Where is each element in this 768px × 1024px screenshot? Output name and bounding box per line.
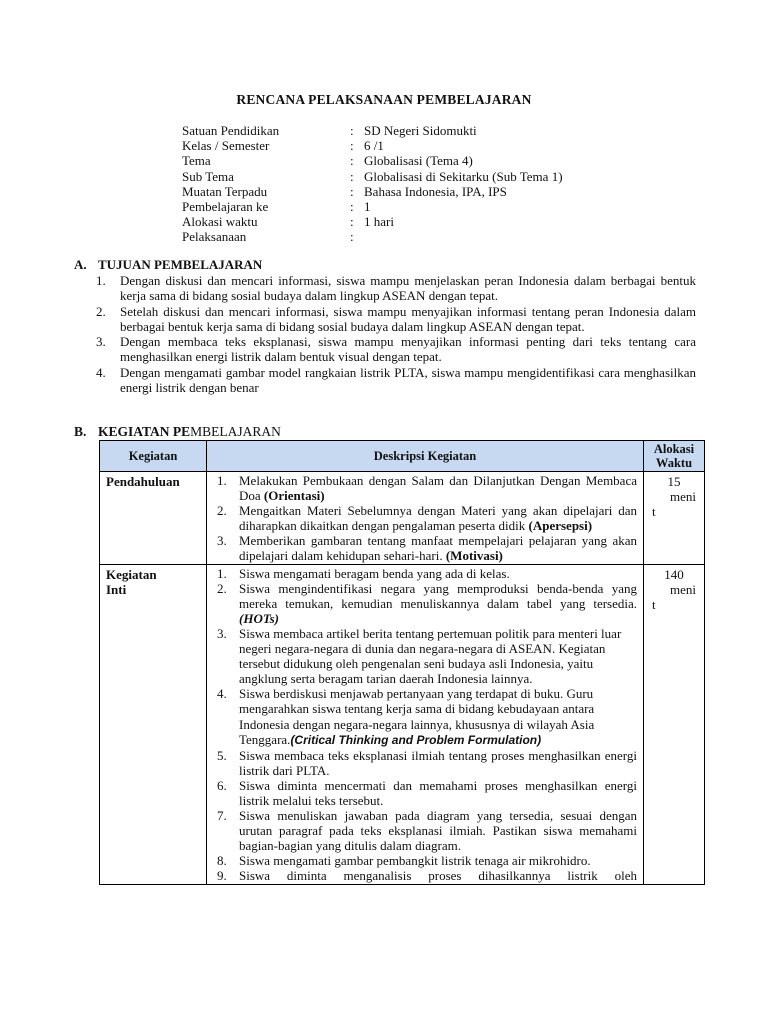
step-item (217, 580, 637, 626)
step-number: 5. (217, 747, 227, 763)
section-activities-heading (74, 424, 281, 440)
step-text: Memberikan gambaran tentang manfaat mempelajari pelajaran yang akan dipelajari dalam kehidupan sehari-hari. (239, 533, 637, 564)
step-item (217, 565, 637, 581)
step-item (217, 503, 637, 534)
identity-colon: : (350, 123, 354, 138)
step-number: 3. (217, 625, 227, 641)
step-number: 1. (217, 473, 227, 488)
identity-label: Pelaksanaan (182, 229, 247, 245)
phase-label-line: Inti (106, 581, 127, 597)
step-item (217, 686, 637, 747)
step-text: Siswa membaca artikel berita tentang pertemuan politik para menteri luar negeri negara-negara di dunia dan negara-negara di ASEAN. Kegiatan tersebut didukung oleh pengenalan seni budaya asli Indonesia, yaitu angklung serta beragam tarian daerah Indonesia lainnya. (239, 625, 622, 687)
identity-value: 1 (364, 199, 371, 215)
list-item (96, 334, 696, 365)
step-text: Siswa mengamati beragam benda yang ada di kelas. (239, 565, 510, 581)
identity-row (182, 123, 563, 138)
identity-value: 1 hari (364, 214, 394, 230)
phase-label (100, 564, 207, 884)
identity-label: Kelas / Semester (182, 138, 270, 154)
identity-block (182, 123, 563, 245)
steps-list (213, 566, 637, 884)
step-number: 4. (217, 686, 227, 702)
time-unit: t (652, 596, 656, 612)
section-heading (74, 257, 696, 273)
step-number: 9. (217, 868, 227, 884)
step-number: 1. (217, 565, 227, 581)
identity-row (182, 153, 563, 168)
step-item (217, 777, 637, 808)
step-text: Mengaitkan Materi Sebelumnya dengan Materi yang akan dipelajari dan diharapkan dikaitkan dengan pengalaman peserta didik (239, 503, 637, 534)
identity-value: 6 /1 (364, 138, 384, 154)
identity-colon: : (350, 138, 354, 154)
header-text: Kegiatan (128, 449, 178, 463)
identity-value: SD Negeri Sidomukti (364, 123, 477, 138)
step-tag: (HOTs) (239, 610, 279, 626)
identity-colon: : (350, 199, 354, 215)
step-number: 8. (217, 853, 227, 869)
identity-row (182, 169, 563, 184)
step-number: 7. (217, 808, 227, 824)
step-item (217, 808, 637, 854)
identity-colon: : (350, 183, 354, 199)
identity-colon: : (350, 153, 354, 169)
phase-description (207, 564, 644, 884)
steps-list (213, 473, 637, 564)
list-number: 4. (96, 364, 106, 380)
step-text: Siswa menuliskan jawaban pada diagram yang tersedia, sesuai dengan urutan paragraf pada teks eksplanasi ilmiah. Pastikan siswa memahami bagian-bagian yang ditulis dalam diagram. (239, 808, 637, 854)
table-row-inti (100, 564, 705, 884)
section-title-rest: MBELAJARAN (190, 424, 281, 439)
identity-label: Satuan Pendidikan (182, 123, 280, 138)
step-item (217, 533, 637, 564)
time-value: 15 (667, 474, 681, 489)
goals-list (74, 273, 696, 395)
step-number: 3. (217, 533, 227, 549)
identity-colon: : (350, 214, 354, 230)
step-item (217, 747, 637, 778)
step-item (217, 853, 637, 869)
identity-value: Globalisasi di Sekitarku (Sub Tema 1) (364, 168, 563, 184)
identity-row (182, 229, 563, 244)
column-header-description (207, 441, 644, 472)
header-line: Waktu (655, 456, 693, 470)
step-text: Melakukan Pembukaan dengan Salam dan Dilanjutkan Dengan Membaca Doa (239, 473, 637, 504)
section-letter: B. (74, 424, 87, 439)
list-number: 1. (96, 273, 106, 288)
identity-row (182, 184, 563, 199)
list-number: 3. (96, 334, 106, 350)
step-tag: (Motivasi) (445, 548, 503, 564)
step-text: Siswa mengindentifikasi negara yang memproduksi benda-benda yang mereka temukan, kemudian menuliskannya dalam tabel yang tersedia. (239, 580, 637, 611)
time-value: 140 (664, 566, 684, 582)
section-letter: A. (74, 257, 87, 272)
identity-label: Pembelajaran ke (182, 199, 269, 215)
table-header-row (100, 441, 705, 472)
time-unit: meni (670, 581, 696, 597)
list-text: Dengan diskusi dan mencari informasi, siswa mampu menjelaskan peran Indonesia dalam berbagai bentuk kerja sama di bidang sosial budaya dalam lingkup ASEAN dengan tepat. (120, 273, 696, 304)
section-title: TUJUAN PEMBELAJARAN (98, 257, 263, 272)
identity-label: Tema (182, 153, 211, 169)
identity-row (182, 138, 563, 153)
time-allocation (644, 564, 705, 884)
header-text (644, 441, 704, 471)
step-number: 2. (217, 503, 227, 519)
column-header-time (644, 441, 705, 472)
table-row-pendahuluan (100, 472, 705, 565)
header-line: Alokasi (653, 442, 695, 456)
list-item (96, 364, 696, 396)
identity-label: Sub Tema (182, 168, 234, 184)
list-item (96, 303, 696, 335)
identity-value: Globalisasi (Tema 4) (364, 153, 473, 169)
identity-row (182, 214, 563, 229)
step-number: 6. (217, 777, 227, 793)
list-text: Setelah diskusi dan mencari informasi, siswa mampu menyajikan informasi tentang peran Indonesia dalam berbagai bentuk kerja sama di bidang sosial budaya dalam lingkup ASEAN dengan tepat. (120, 303, 696, 334)
identity-colon: : (350, 229, 354, 245)
step-item (217, 473, 637, 504)
step-item (217, 625, 637, 687)
activities-table (99, 440, 705, 885)
identity-row (182, 199, 563, 214)
list-text: Dengan membaca teks eksplanasi, siswa mampu menyajikan informasi penting dari teks tentang cara menghasilkan energi listrik dalam bentuk visual dengan tepat. (120, 334, 696, 365)
step-text: Siswa diminta mencermati dan memahami proses menghasilkan energi listrik melalui teks tersebut. (239, 777, 637, 808)
time-unit: meni (670, 489, 696, 504)
step-text: Siswa membaca teks eksplanasi ilmiah tentang proses menghasilkan energi listrik dari PLTA. (239, 747, 637, 778)
step-text: Siswa mengamati gambar pembangkit listrik tenaga air mikrohidro. (239, 853, 591, 869)
header-text: Deskripsi Kegiatan (373, 449, 477, 463)
phase-label-line: Kegiatan (106, 566, 157, 582)
phase-label: Pendahuluan (100, 472, 207, 565)
step-tag: (Orientasi) (263, 488, 325, 504)
identity-label: Alokasi waktu (182, 214, 258, 230)
step-tag: (Apersepsi) (528, 518, 593, 534)
list-text: Dengan mengamati gambar model rangkaian listrik PLTA, siswa mampu mengidentifikasi cara menghasilkan energi listrik dengan benar (120, 364, 696, 396)
step-text: Siswa diminta menganalisis proses dihasilkannya listrik oleh (239, 868, 637, 884)
step-text: Siswa berdiskusi menjawab pertanyaan yang terdapat di buku. Guru mengarahkan siswa tentang kerja sama di bidang kebudayaan antara Indonesia dengan negara-negara lainnya, khususnya di wilayah Asia Tenggara. (239, 686, 595, 747)
identity-colon: : (350, 168, 354, 184)
identity-value: Bahasa Indonesia, IPA, IPS (364, 183, 507, 199)
step-tag: (Critical Thinking and Problem Formulation) (290, 732, 542, 747)
identity-label: Muatan Terpadu (182, 183, 268, 199)
step-number: 2. (217, 580, 227, 596)
phase-description (207, 472, 644, 565)
step-item (217, 868, 637, 884)
time-allocation (644, 472, 705, 565)
list-number: 2. (96, 303, 106, 319)
column-header-activity (100, 441, 207, 472)
list-item (96, 273, 696, 304)
document-title: RENCANA PELAKSANAAN PEMBELAJARAN (236, 92, 532, 107)
time-unit: t (652, 504, 656, 519)
section-title-bold: KEGIATAN PE (98, 424, 191, 439)
section-goals (74, 257, 696, 395)
